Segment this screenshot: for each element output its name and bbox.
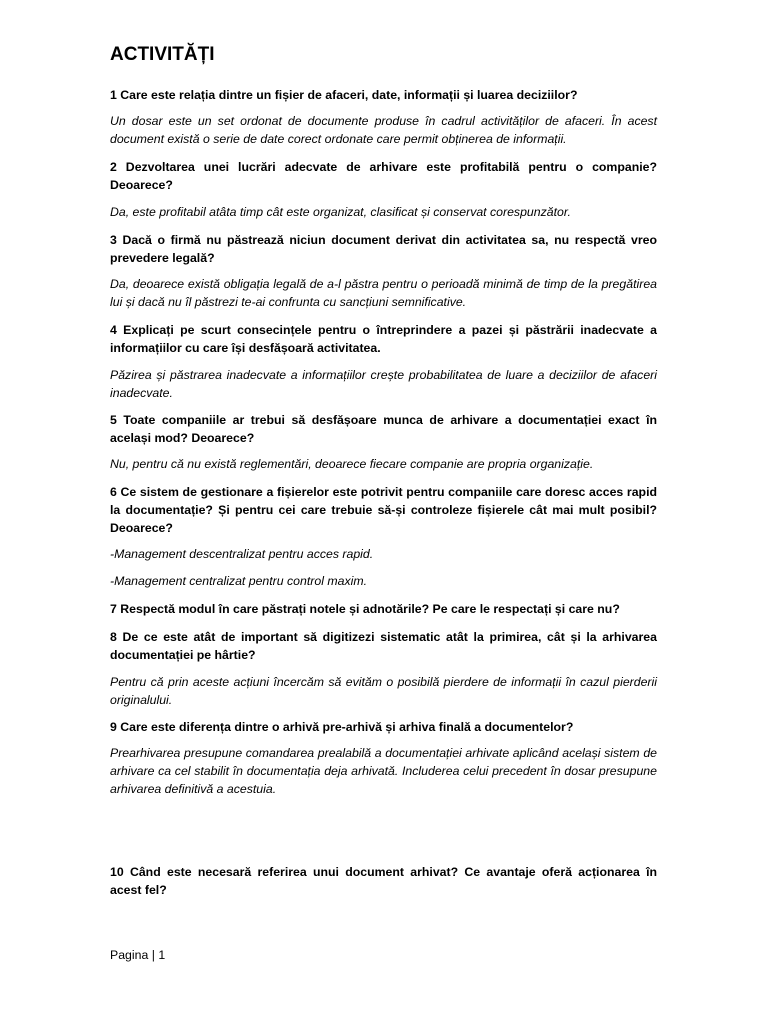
question-4: 4 Explicați pe scurt consecințele pentru o întreprindere a pazei și păstrării inadecvate a informațiilor cu care își desfășoară activitatea. bbox=[110, 323, 657, 355]
answer-5: Nu, pentru că nu există reglementări, deoarece fiecare companie are propria organizație. bbox=[110, 457, 594, 471]
answer-2: Da, este profitabil atâta timp cât este organizat, clasificat și conservat corespunzător. bbox=[110, 205, 571, 219]
question-2: 2 Dezvoltarea unei lucrări adecvate de arhivare este profitabilă pentru o companie? Deoarece? bbox=[110, 160, 657, 192]
question-1: 1 Care este relația dintre un fișier de afaceri, date, informații și luarea deciziilor? bbox=[110, 88, 578, 102]
answer-1: Un dosar este un set ordonat de documente produse în cadrul activităților de afaceri. În acest document există o serie de date corect ordonate care permit obținerea de informații. bbox=[110, 114, 657, 146]
question-3: 3 Dacă o firmă nu păstrează niciun document derivat din activitatea sa, nu respectă vreo prevedere legală? bbox=[110, 233, 657, 265]
answer-3: Da, deoarece există obligația legală de a-l păstra pentru o perioadă minimă de timp de la pregătirea lui și dacă nu îl păstrezi te-ai confrunta cu sancțiuni semnificative. bbox=[110, 277, 657, 309]
answer-4: Păzirea și păstrarea inadecvate a informațiilor crește probabilitatea de luare a deciziilor de afaceri inadecvate. bbox=[110, 368, 657, 400]
answer-8: Pentru că prin aceste acțiuni încercăm să evităm o posibilă pierdere de informații în cazul pierderii originalului. bbox=[110, 675, 657, 707]
question-9: 9 Care este diferența dintre o arhivă pre-arhivă și arhiva finală a documentelor? bbox=[110, 720, 574, 734]
answer-9: Prearhivarea presupune comandarea prealabilă a documentației arhivate aplicând același sistem de arhivare ca cel stabilit în documentația deja arhivată. Includerea celui precedent în dosar presupune arhivarea definitivă a acestuia. bbox=[110, 746, 657, 796]
question-10: 10 Când este necesară referirea unui document arhivat? Ce avantaje oferă acționarea în acest fel? bbox=[110, 865, 657, 897]
question-6: 6 Ce sistem de gestionare a fișierelor este potrivit pentru companiile care doresc acces rapid la documentație? Și pentru cei care trebuie să-și controleze fișierele cât mai mult posibil? Deoarece? bbox=[110, 485, 657, 535]
answer-6a: -Management descentralizat pentru acces rapid. bbox=[110, 547, 374, 561]
page-footer: Pagina | 1 bbox=[110, 948, 166, 962]
page-title: ACTIVITĂȚI bbox=[110, 44, 215, 65]
question-5: 5 Toate companiile ar trebui să desfășoare munca de arhivare a documentației exact în același mod? Deoarece? bbox=[110, 413, 657, 445]
question-8: 8 De ce este atât de important să digitizezi sistematic atât la primirea, cât și la arhivarea documentației pe hârtie? bbox=[110, 630, 657, 662]
answer-6b: -Management centralizat pentru control maxim. bbox=[110, 574, 367, 588]
question-7: 7 Respectă modul în care păstrați notele și adnotările? Pe care le respectați și care nu? bbox=[110, 602, 620, 616]
